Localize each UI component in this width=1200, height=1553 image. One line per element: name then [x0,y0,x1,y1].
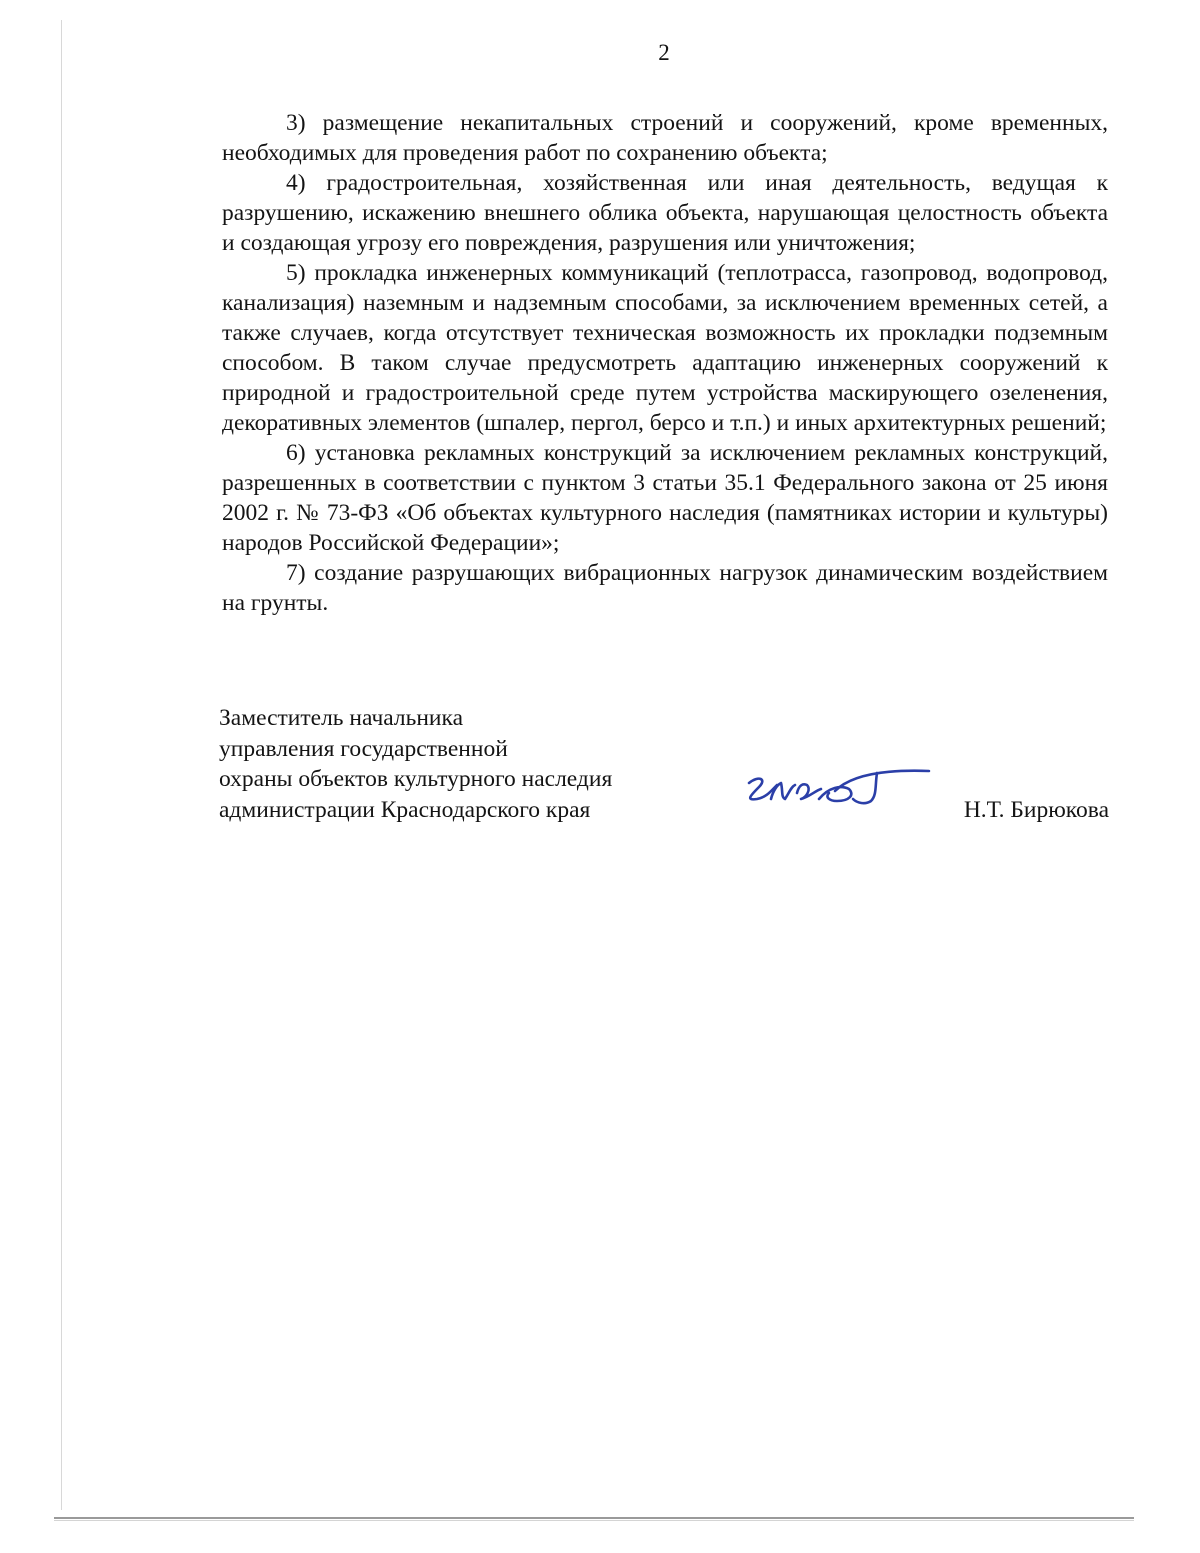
signer-position-line: Заместитель начальника [219,705,463,731]
paragraph-item-3: 3) размещение некапитальных строений и сооружений, кроме временных, необходимых для проведения работ по сохранению объекта; [222,110,1108,166]
scan-bottom-line [54,1517,1134,1519]
paragraph-item-7: 7) создание разрушающих вибрационных нагрузок динамическим воздействием на грунты. [222,560,1108,616]
page-number: 2 [658,40,670,65]
scan-edge-line [61,20,62,1510]
paragraph-item-6: 6) установка рекламных конструкций за исключением рекламных конструкций, разрешенных в соответствии с пунктом 3 статьи 35.1 Федерального закона от 25 июня 2002 г. № 73-ФЗ «Об объектах культурного наследия (памятниках истории и культуры) народов Российской Федерации»; [222,440,1108,556]
document-body [222,108,1108,618]
signer-position [219,703,612,825]
paragraph-item-4: 4) градостроительная, хозяйственная или иная деятельность, ведущая к разрушению, искажению внешнего облика объекта, нарушающая целостность объекта и создающая угрозу его повреждения, разрушения или уничтожения; [222,170,1108,256]
handwritten-signature [737,755,937,825]
paragraph-item-5: 5) прокладка инженерных коммуникаций (теплотрасса, газопровод, водопровод, канализация) наземным и надземным способами, за исключением временных сетей, а также случаев, когда отсутствует техническая возможность их прокладки подземным способом. В таком случае предусмотреть адаптацию инженерных сооружений к природной и градостроительной среде путем устройства маскирующего озеленения, декоративных элементов (шпалер, пергол, берсо и т.п.) и иных архитектурных решений; [222,260,1108,436]
signature-block [219,703,1109,833]
signer-position-line: администрации Краснодарского края [219,796,591,823]
scan-bottom-line-shadow [54,1520,1134,1521]
signer-name: Н.Т. Бирюкова [963,797,1109,823]
signer-position-line: охраны объектов культурного наследия [219,766,613,792]
signer-position-line: управления государственной [219,735,508,762]
